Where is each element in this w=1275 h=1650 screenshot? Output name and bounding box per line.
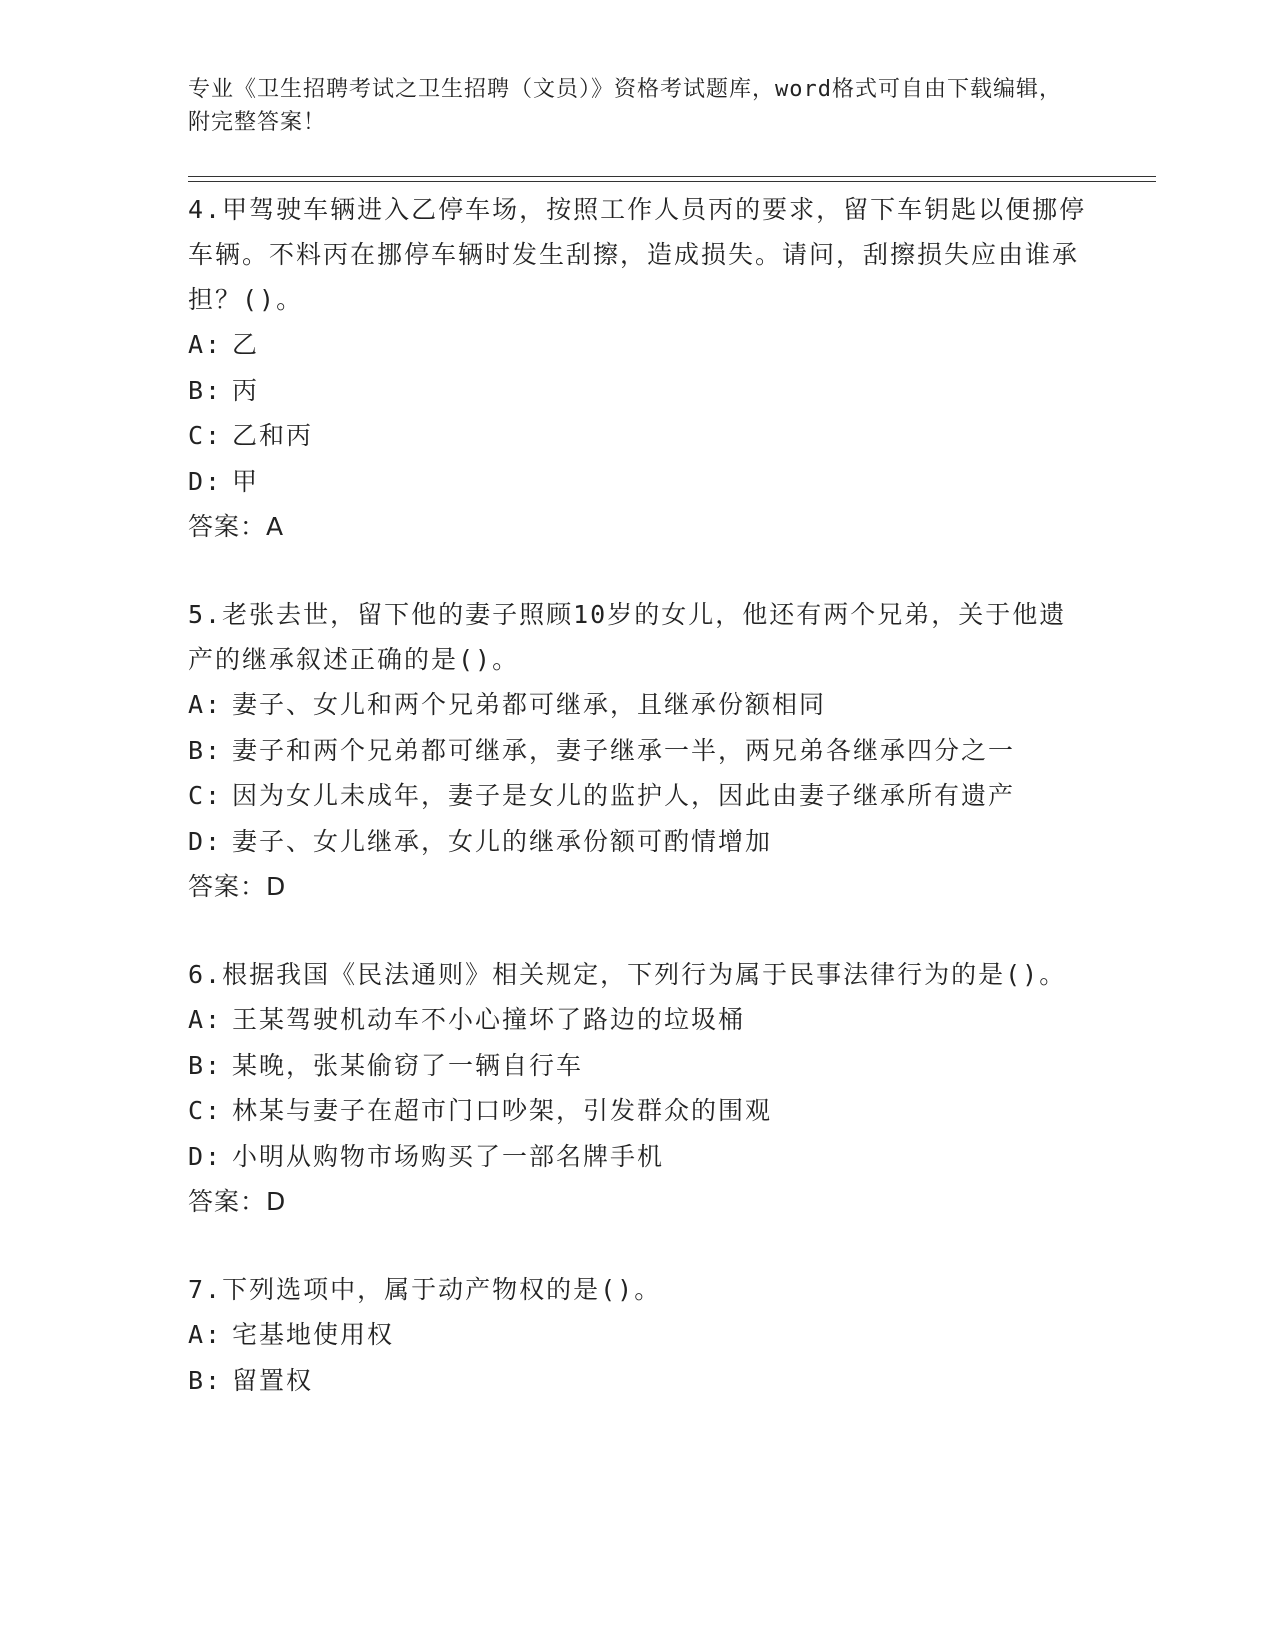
answer-line: 答案：D bbox=[188, 872, 287, 901]
option-a bbox=[188, 322, 1088, 368]
spacer bbox=[188, 549, 1088, 592]
option-letter: A: bbox=[188, 330, 223, 359]
option-text: 宅基地使用权 bbox=[232, 1320, 395, 1349]
option-letter: C: bbox=[188, 781, 223, 810]
option-letter: B: bbox=[188, 1365, 223, 1395]
option-text: 小明从购物市场购买了一部名牌手机 bbox=[232, 1141, 665, 1171]
answer-line: 答案：A bbox=[188, 512, 285, 541]
spacer bbox=[188, 909, 1088, 952]
option-text: 妻子、女儿和两个兄弟都可继承，且继承份额相同 bbox=[232, 690, 827, 719]
option-letter: A: bbox=[188, 690, 223, 719]
option-letter: A: bbox=[188, 1320, 223, 1349]
option-text: 妻子、女儿继承，女儿的继承份额可酌情增加 bbox=[232, 826, 773, 856]
header-divider-top bbox=[188, 176, 1156, 177]
option-c bbox=[188, 1088, 1088, 1134]
header-divider-bottom bbox=[188, 181, 1156, 182]
option-text: 乙和丙 bbox=[232, 421, 314, 450]
option-b bbox=[188, 1358, 1088, 1404]
option-text: 甲 bbox=[232, 466, 260, 496]
option-letter: B: bbox=[188, 735, 223, 765]
option-b bbox=[188, 368, 1088, 414]
option-a bbox=[188, 682, 1088, 728]
question-stem: 5.老张去世，留下他的妻子照顾10岁的女儿，他还有两个兄弟，关于他遗产的继承叙述正确的是()。 bbox=[188, 600, 1067, 674]
option-a bbox=[188, 1312, 1088, 1358]
option-letter: D: bbox=[188, 1141, 223, 1171]
option-text: 因为女儿未成年，妻子是女儿的监护人，因此由妻子继承所有遗产 bbox=[232, 781, 1016, 810]
option-text: 丙 bbox=[232, 375, 260, 405]
option-letter: C: bbox=[188, 1096, 223, 1125]
question-5 bbox=[188, 592, 1088, 909]
option-d bbox=[188, 1134, 1088, 1180]
question-stem: 6.根据我国《民法通则》相关规定，下列行为属于民事法律行为的是()。 bbox=[188, 960, 1067, 989]
option-letter: D: bbox=[188, 826, 223, 856]
option-c bbox=[188, 773, 1088, 819]
question-list bbox=[188, 187, 1088, 1403]
option-text: 王某驾驶机动车不小心撞坏了路边的垃圾桶 bbox=[232, 1005, 746, 1034]
option-b bbox=[188, 728, 1088, 774]
option-letter: A: bbox=[188, 1005, 223, 1034]
option-text: 乙 bbox=[232, 330, 260, 359]
option-text: 留置权 bbox=[232, 1365, 314, 1395]
option-text: 妻子和两个兄弟都可继承，妻子继承一半，两兄弟各继承四分之一 bbox=[232, 735, 1016, 765]
option-d bbox=[188, 819, 1088, 865]
question-4 bbox=[188, 187, 1088, 549]
option-c bbox=[188, 413, 1088, 459]
question-7 bbox=[188, 1267, 1088, 1403]
option-letter: B: bbox=[188, 1050, 223, 1080]
option-letter: C: bbox=[188, 421, 223, 450]
option-letter: D: bbox=[188, 466, 223, 496]
option-a bbox=[188, 997, 1088, 1043]
spacer bbox=[188, 1224, 1088, 1267]
question-stem: 4.甲驾驶车辆进入乙停车场，按照工作人员丙的要求，留下车钥匙以便挪停车辆。不料丙在挪停车辆时发生刮擦，造成损失。请问，刮擦损失应由谁承担？()。 bbox=[188, 195, 1087, 314]
document-header: 专业《卫生招聘考试之卫生招聘（文员）》资格考试题库，word格式可自由下载编辑，附完整答案！ bbox=[188, 77, 1062, 135]
option-text: 林某与妻子在超市门口吵架，引发群众的围观 bbox=[232, 1096, 773, 1125]
option-letter: B: bbox=[188, 375, 223, 405]
question-stem: 7.下列选项中，属于动产物权的是()。 bbox=[188, 1275, 662, 1304]
option-text: 某晚，张某偷窃了一辆自行车 bbox=[232, 1050, 584, 1080]
option-b bbox=[188, 1043, 1088, 1089]
question-6 bbox=[188, 952, 1088, 1224]
option-d bbox=[188, 459, 1088, 505]
answer-line: 答案：D bbox=[188, 1187, 287, 1216]
